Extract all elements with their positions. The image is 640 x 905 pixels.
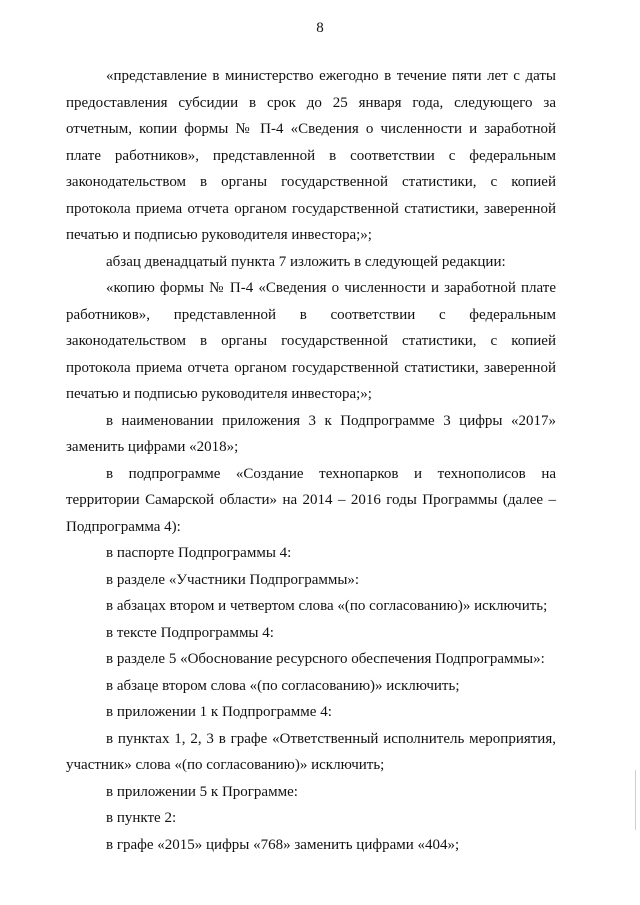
paragraph: в наименовании приложения 3 к Подпрограмме 3 цифры «2017» заменить цифрами «2018»; xyxy=(66,412,556,455)
paragraph: в подпрограмме «Создание технопарков и технополисов на территории Самарской области» на 2014 – 2016 годы Программы (далее – Подпрограмма 4): xyxy=(66,465,556,535)
paragraph: в разделе «Участники Подпрограммы»: xyxy=(106,571,360,588)
paragraph: в паспорте Подпрограммы 4: xyxy=(106,545,292,561)
paragraph: «копию формы № П-4 «Сведения о численности и заработной плате работников», представленной в соответствии с федеральным законодательством в органы государственной статистики, с копией протокола приема отчета органом государственной статистики, заверенной печатью и подписью руководителя инвестора;»; xyxy=(66,280,556,402)
paragraph: в графе «2015» цифры «768» заменить цифрами «404»; xyxy=(106,836,460,853)
paragraph: в абзаце втором слова «(по согласованию)» исключить; xyxy=(106,677,460,694)
page-number: 8 xyxy=(316,20,324,36)
paragraph: в абзацах втором и четвертом слова «(по согласованию)» исключить; xyxy=(106,598,548,614)
paragraph: в приложении 5 к Программе: xyxy=(106,783,298,800)
paragraph: в пунктах 1, 2, 3 в графе «Ответственный исполнитель мероприятия, участник» слова «(по согласованию)» исключить; xyxy=(66,730,556,773)
paragraph: в пункте 2: xyxy=(106,810,177,826)
paragraph: в тексте Подпрограммы 4: xyxy=(106,624,274,641)
document-body xyxy=(66,63,556,858)
paragraph: абзац двенадцатый пункта 7 изложить в следующей редакции: xyxy=(106,253,506,270)
paragraph: «представление в министерство ежегодно в течение пяти лет с даты предоставления субсидии в срок до 25 января года, следующего за отчетным, копии формы № П-4 «Сведения о численности и заработной плате работников», представленной в соответствии с федеральным законодательством в органы государственной статистики, с копией протокола приема отчета органом государственной статистики, заверенной печатью и подписью руководителя инвестора;»; xyxy=(66,68,556,243)
paragraph: в приложении 1 к Подпрограмме 4: xyxy=(106,704,332,720)
scan-edge-mark xyxy=(635,770,636,830)
paragraph: в разделе 5 «Обоснование ресурсного обеспечения Подпрограммы»: xyxy=(106,651,545,667)
